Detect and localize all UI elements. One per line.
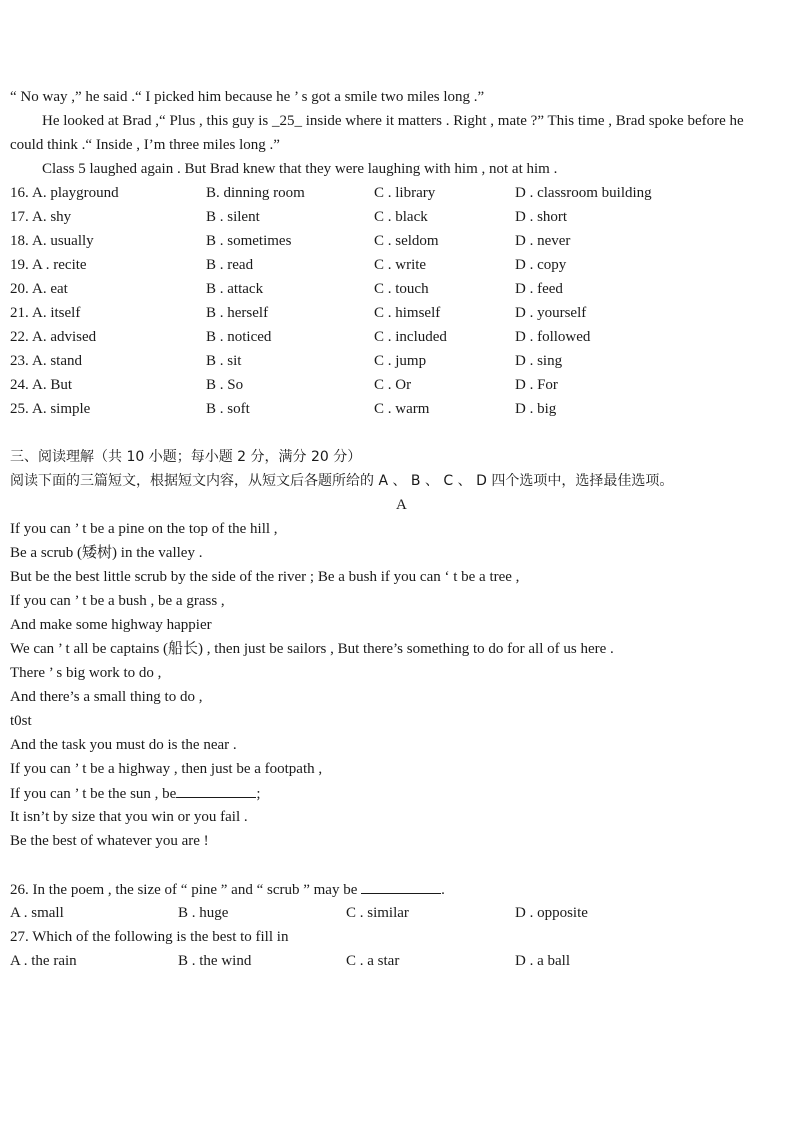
poem-line: We can ’ t all be captains (船长) , then just be sailors , But there’s something to do for all of us here . (10, 641, 614, 657)
question-number: 25. (10, 401, 29, 417)
poem-line: And make some highway happier (10, 617, 212, 633)
answer-blank[interactable] (176, 784, 256, 798)
option-b: B . read (206, 257, 254, 273)
poem-line-tail: ; (256, 786, 261, 802)
option-a: A. stand (32, 353, 82, 369)
option-d: D . never (515, 233, 571, 249)
option-d: D . opposite (515, 905, 588, 921)
poem-line: t0st (10, 713, 32, 729)
question-number: 23. (10, 353, 29, 369)
option-a: A . recite (32, 257, 87, 273)
question-27-options (0, 952, 794, 970)
option-b: B . soft (206, 401, 250, 417)
option-a: A. playground (32, 185, 119, 201)
option-d: D . a ball (515, 953, 570, 969)
poem-line: Be a scrub (矮树) in the valley . (10, 545, 203, 561)
option-d: D . yourself (515, 305, 587, 321)
poem-line: If you can ’ t be a pine on the top of the hill , (10, 521, 278, 537)
question-number: 18. (10, 233, 29, 249)
section-heading: 三、阅读理解（共 10 小题；每小题 2 分，满分 20 分） (10, 449, 362, 465)
option-c: C . Or (374, 377, 412, 393)
option-b: B . silent (206, 209, 260, 225)
option-d: D . copy (515, 257, 567, 273)
question-number: 22. (10, 329, 29, 345)
passage-line-3: could think .“ Inside , I’m three miles long .” (10, 137, 280, 153)
poem-line: Be the best of whatever you are ! (10, 833, 209, 849)
option-a: A . the rain (10, 953, 77, 969)
option-c: C . himself (374, 305, 441, 321)
section-instruction: 阅读下面的三篇短文，根据短文内容，从短文后各题所给的 A 、 B 、 C 、 D 四个选项中，选择最佳选项。 (10, 473, 674, 489)
question-number: 19. (10, 257, 29, 273)
question-number: 16. (10, 185, 29, 201)
question-number: 21. (10, 305, 29, 321)
option-row (0, 232, 794, 250)
poem-line: But be the best little scrub by the side of the river ; Be a bush if you can ‘ t be a tree , (10, 569, 520, 585)
option-a: A. itself (32, 305, 81, 321)
question-26-stem (10, 880, 445, 899)
option-d: D . For (515, 377, 558, 393)
poem-line: If you can ’ t be the sun , be (10, 786, 177, 802)
option-a: A . small (10, 905, 64, 921)
option-c: C . seldom (374, 233, 439, 249)
option-d: D . sing (515, 353, 563, 369)
option-d: D . big (515, 401, 557, 417)
option-b: B . noticed (206, 329, 272, 345)
option-row (0, 352, 794, 370)
option-c: C . similar (346, 905, 409, 921)
option-b: B. dinning room (206, 185, 305, 201)
option-row (0, 400, 794, 418)
option-row (0, 328, 794, 346)
option-b: B . sit (206, 353, 242, 369)
option-c: C . a star (346, 953, 400, 969)
option-a: A. But (32, 377, 73, 393)
question-number: 24. (10, 377, 29, 393)
option-b: B . huge (178, 905, 229, 921)
option-c: C . included (374, 329, 447, 345)
option-a: A. shy (32, 209, 72, 225)
option-c: C . warm (374, 401, 430, 417)
option-row (0, 208, 794, 226)
option-c: C . touch (374, 281, 429, 297)
option-d: D . classroom building (515, 185, 652, 201)
poem-line: If you can ’ t be a highway , then just be a footpath , (10, 761, 323, 777)
question-26-options (0, 904, 794, 922)
passage-line-1: “ No way ,” he said .“ I picked him because he ’ s got a smile two miles long .” (10, 89, 485, 105)
option-d: D . followed (515, 329, 591, 345)
option-b: B . the wind (178, 953, 252, 969)
option-b: B . sometimes (206, 233, 292, 249)
option-b: B . attack (206, 281, 264, 297)
option-row (0, 256, 794, 274)
question-27-stem: 27. Which of the following is the best to fill in (10, 929, 289, 945)
poem-line-with-blank (10, 784, 261, 803)
poem-line: And there’s a small thing to do , (10, 689, 203, 705)
option-a: A. usually (32, 233, 94, 249)
passage-line-2: He looked at Brad ,“ Plus , this guy is _25_ inside where it matters . Right , mate ?” This time , Brad spoke before he (42, 113, 744, 129)
poem-line: And the task you must do is the near . (10, 737, 237, 753)
passage-label: A (396, 497, 407, 513)
option-b: B . herself (206, 305, 269, 321)
option-row (0, 304, 794, 322)
option-row (0, 376, 794, 394)
option-a: A. simple (32, 401, 91, 417)
answer-blank[interactable] (361, 880, 441, 894)
option-c: C . library (374, 185, 436, 201)
option-row (0, 280, 794, 298)
option-c: C . write (374, 257, 427, 273)
poem-line: There ’ s big work to do , (10, 665, 162, 681)
passage-line-4: Class 5 laughed again . But Brad knew that they were laughing with him , not at him . (42, 161, 558, 177)
option-d: D . short (515, 209, 568, 225)
question-text: 26. In the poem , the size of “ pine ” and “ scrub ” may be (10, 882, 358, 898)
option-row (0, 184, 794, 202)
question-number: 20. (10, 281, 29, 297)
poem-line: It isn’t by size that you win or you fail . (10, 809, 248, 825)
question-number: 17. (10, 209, 29, 225)
option-c: C . jump (374, 353, 427, 369)
option-b: B . So (206, 377, 244, 393)
question-text-tail: . (441, 882, 445, 898)
option-a: A. eat (32, 281, 68, 297)
option-c: C . black (374, 209, 428, 225)
option-d: D . feed (515, 281, 563, 297)
poem-line: If you can ’ t be a bush , be a grass , (10, 593, 225, 609)
option-a: A. advised (32, 329, 97, 345)
